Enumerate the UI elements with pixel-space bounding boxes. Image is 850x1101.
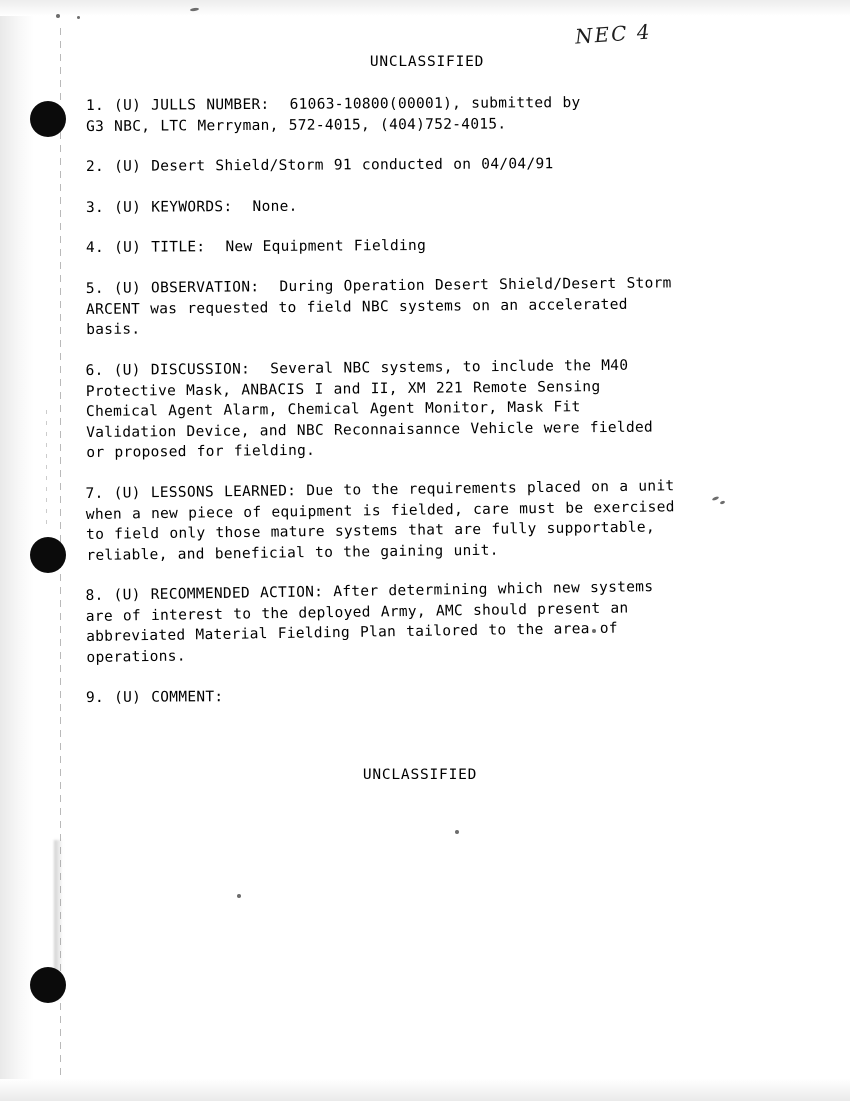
entry-comment: 9. (U) COMMENT: bbox=[85, 689, 224, 707]
hole-punch-mark-top bbox=[30, 101, 66, 137]
document-body bbox=[86, 54, 746, 809]
entry-julls-number: 1. (U) JULLS NUMBER: 61063-10800(00001), submitted by G3 NBC, LTC Merryman, 572-4015, (404)752-4015. bbox=[85, 94, 581, 135]
scan-speck bbox=[77, 16, 80, 19]
hole-punch-mark-middle bbox=[30, 537, 66, 573]
handwritten-annotation: NEC 4 bbox=[574, 19, 653, 49]
classification-header: UNCLASSIFIED bbox=[369, 54, 485, 70]
scan-speck bbox=[56, 14, 60, 18]
hole-punch-mark-bottom bbox=[30, 967, 66, 1003]
entry-operation: 2. (U) Desert Shield/Storm 91 conducted on 04/04/91 bbox=[85, 156, 554, 176]
entry-title: 4. (U) TITLE: New Equipment Fielding bbox=[85, 238, 427, 257]
scan-speck bbox=[455, 830, 459, 834]
binder-crease-line-secondary bbox=[46, 410, 47, 530]
page-edge-shadow-top bbox=[0, 0, 850, 16]
entry-observation: 5. (U) OBSERVATION: During Operation Desert Shield/Desert Storm ARCENT was requested to field NBC systems on an accelerated basis. bbox=[85, 275, 672, 339]
page-edge-shadow-bottom bbox=[0, 1079, 850, 1101]
entry-lessons-learned: 7. (U) LESSONS LEARNED: Due to the requirements placed on a unit when a new piece of equipment is fielded, care must be exercised to field only those mature systems that are fully supportable, reliable, and beneficial to the gaining unit. bbox=[85, 477, 675, 564]
page-edge-shadow-left bbox=[0, 0, 34, 1101]
entry-discussion: 6. (U) DISCUSSION: Several NBC systems, to include the M40 Protective Mask, ANBACIS I and II, XM 221 Remote Sensing Chemical Agent Alarm, Chemical Agent Monitor, Mask Fit Validation Device, and NBC Reconnaisannce Vehicle were fielded or proposed for fielding. bbox=[85, 357, 654, 461]
scan-speck bbox=[237, 894, 241, 898]
entry-keywords: 3. (U) KEYWORDS: None. bbox=[85, 198, 298, 216]
entry-recommended-action: 8. (U) RECOMMENDED ACTION: After determining which new systems are of interest to the deployed Army, AMC should present an abbreviated Material Fielding Plan tailored to the area of operations. bbox=[85, 578, 654, 666]
classification-footer: UNCLASSIFIED bbox=[362, 766, 478, 783]
